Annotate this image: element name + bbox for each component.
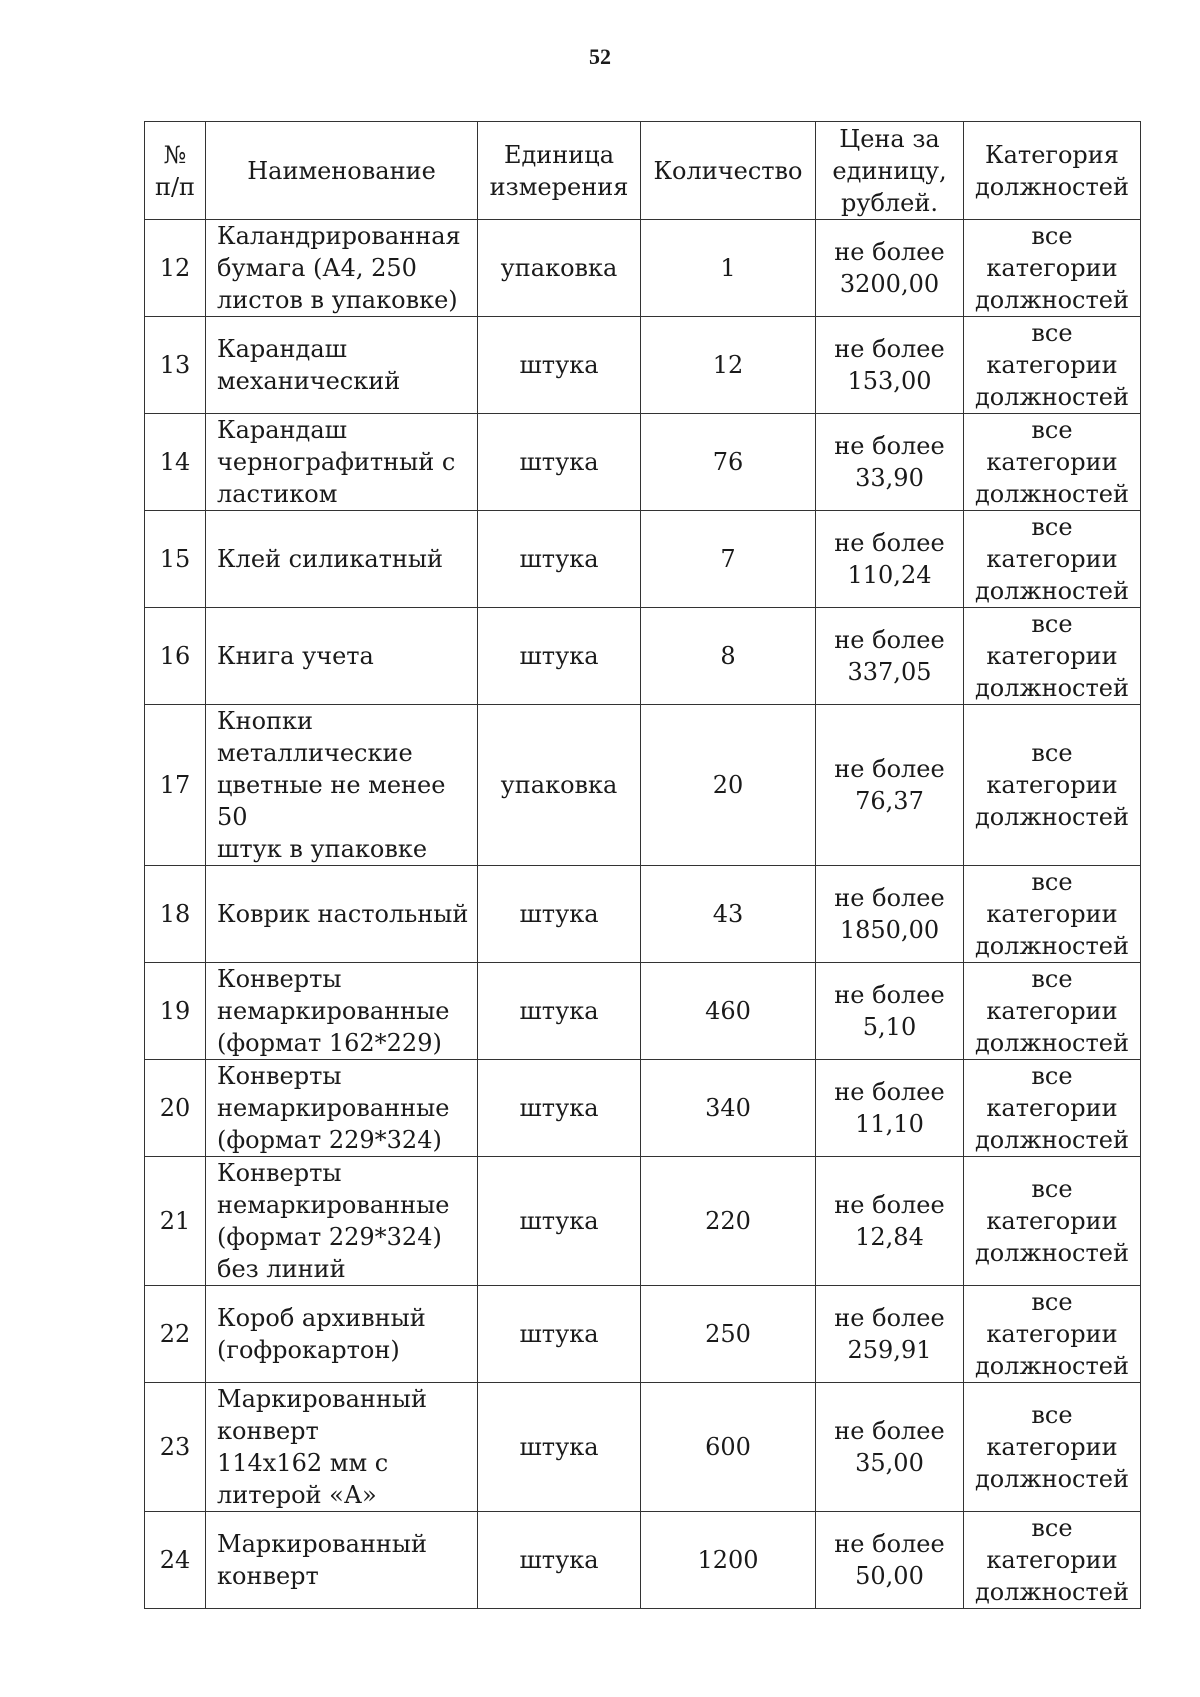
row-name: Карандаш чернографитный с ластиком [206,414,478,511]
row-name: Кнопки металлические цветные не менее 50 штук в упаковке [206,705,478,866]
row-unit: упаковка [478,220,641,317]
row-category: все категории должностей [964,866,1141,963]
row-name: Конверты немаркированные (формат 162*229) [206,963,478,1060]
row-qty: 76 [641,414,816,511]
row-category: все категории должностей [964,1286,1141,1383]
table-row [145,963,1141,1060]
header-category: Категория должностей [964,122,1141,220]
table-header-row [145,122,1141,220]
row-unit: штука [478,414,641,511]
row-qty: 600 [641,1383,816,1512]
row-name: Карандаш механический [206,317,478,414]
header-unit: Единица измерения [478,122,641,220]
row-price: не более 11,10 [816,1060,964,1157]
row-qty: 7 [641,511,816,608]
row-category: все категории должностей [964,963,1141,1060]
row-category: все категории должностей [964,1383,1141,1512]
row-num: 12 [145,220,206,317]
row-name: Конверты немаркированные (формат 229*324) без линий [206,1157,478,1286]
row-price: не более 12,84 [816,1157,964,1286]
row-unit: штука [478,1060,641,1157]
row-category: все категории должностей [964,414,1141,511]
table-row [145,1383,1141,1512]
table-row [145,414,1141,511]
table-row [145,608,1141,705]
row-unit: упаковка [478,705,641,866]
row-num: 24 [145,1512,206,1609]
row-category: все категории должностей [964,220,1141,317]
row-price: не более 3200,00 [816,220,964,317]
row-qty: 250 [641,1286,816,1383]
row-price: не более 110,24 [816,511,964,608]
table-row [145,705,1141,866]
row-qty: 1 [641,220,816,317]
header-num: № п/п [145,122,206,220]
row-qty: 1200 [641,1512,816,1609]
row-price: не более 259,91 [816,1286,964,1383]
row-price: не более 5,10 [816,963,964,1060]
row-category: все категории должностей [964,705,1141,866]
row-category: все категории должностей [964,1060,1141,1157]
row-unit: штука [478,608,641,705]
row-num: 18 [145,866,206,963]
row-num: 20 [145,1060,206,1157]
row-num: 21 [145,1157,206,1286]
row-qty: 460 [641,963,816,1060]
row-num: 17 [145,705,206,866]
row-unit: штука [478,963,641,1060]
row-qty: 43 [641,866,816,963]
row-category: все категории должностей [964,1512,1141,1609]
row-num: 22 [145,1286,206,1383]
table-row [145,220,1141,317]
table-row [145,1512,1141,1609]
row-qty: 12 [641,317,816,414]
row-unit: штука [478,1512,641,1609]
row-name: Коврик настольный [206,866,478,963]
row-unit: штука [478,1157,641,1286]
row-name: Каландрированная бумага (А4, 250 листов в упаковке) [206,220,478,317]
page-number: 52 [589,44,611,69]
header-name: Наименование [206,122,478,220]
row-name: Короб архивный (гофрокартон) [206,1286,478,1383]
row-price: не более 1850,00 [816,866,964,963]
row-price: не более 33,90 [816,414,964,511]
row-unit: штука [478,1286,641,1383]
row-num: 16 [145,608,206,705]
header-qty: Количество [641,122,816,220]
row-qty: 220 [641,1157,816,1286]
row-price: не более 35,00 [816,1383,964,1512]
row-num: 23 [145,1383,206,1512]
row-price: не более 337,05 [816,608,964,705]
table-row [145,1157,1141,1286]
header-price: Цена за единицу, рублей. [816,122,964,220]
row-name: Маркированный конверт 114х162 мм с литерой «А» [206,1383,478,1512]
row-name: Книга учета [206,608,478,705]
row-name: Маркированный конверт [206,1512,478,1609]
row-category: все категории должностей [964,1157,1141,1286]
row-num: 15 [145,511,206,608]
supplies-table [144,121,1141,1609]
row-category: все категории должностей [964,511,1141,608]
row-price: не более 50,00 [816,1512,964,1609]
row-name: Конверты немаркированные (формат 229*324) [206,1060,478,1157]
table-row [145,511,1141,608]
table-row [145,866,1141,963]
row-category: все категории должностей [964,608,1141,705]
row-price: не более 76,37 [816,705,964,866]
table-row [145,1060,1141,1157]
row-num: 19 [145,963,206,1060]
row-name: Клей силикатный [206,511,478,608]
row-price: не более 153,00 [816,317,964,414]
row-qty: 8 [641,608,816,705]
row-num: 14 [145,414,206,511]
row-unit: штука [478,317,641,414]
table-row [145,317,1141,414]
row-unit: штука [478,511,641,608]
row-qty: 340 [641,1060,816,1157]
row-unit: штука [478,1383,641,1512]
row-category: все категории должностей [964,317,1141,414]
table-row [145,1286,1141,1383]
row-qty: 20 [641,705,816,866]
row-num: 13 [145,317,206,414]
row-unit: штука [478,866,641,963]
